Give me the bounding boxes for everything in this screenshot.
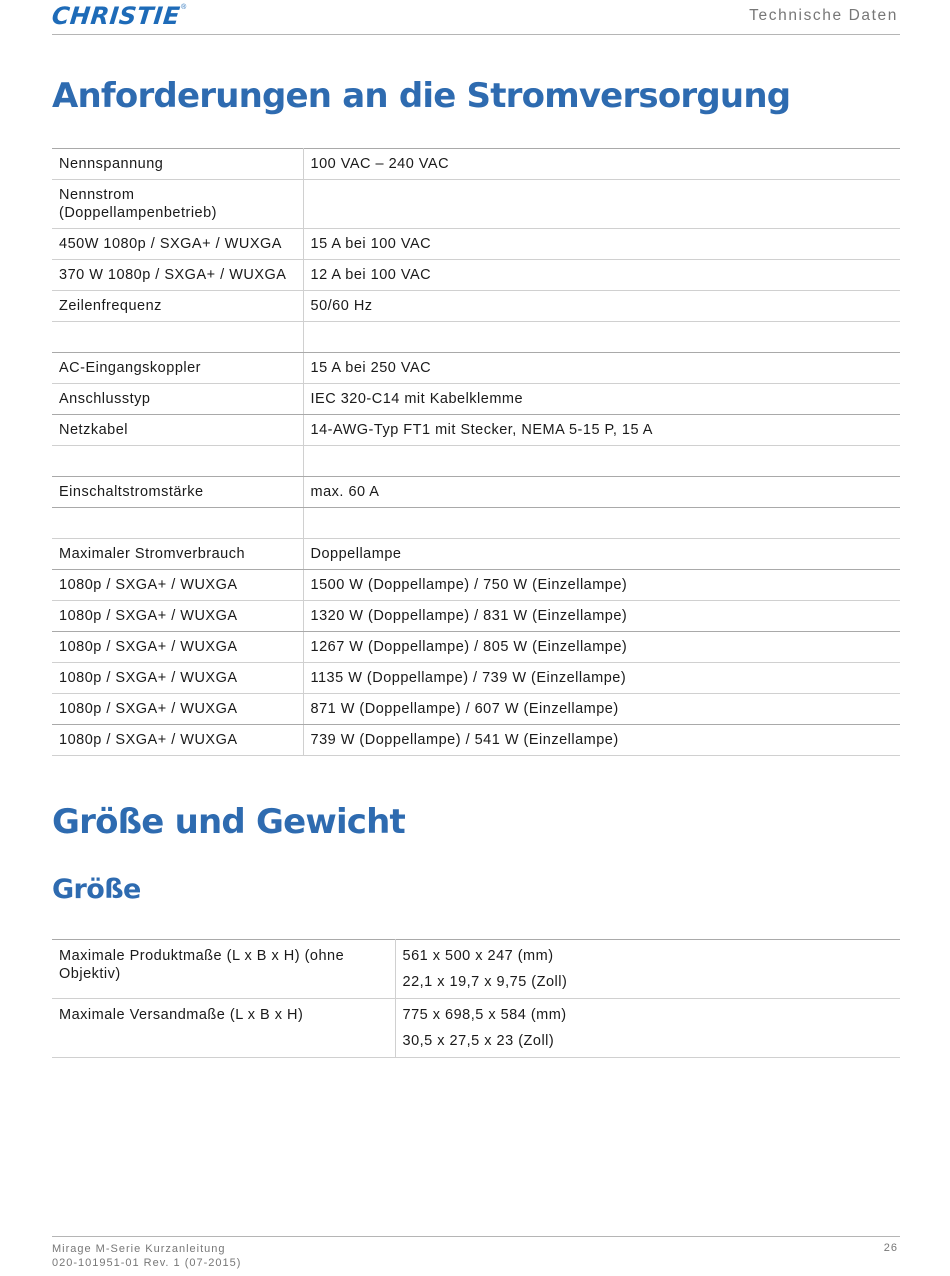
row-label: 1080p / SXGA+ / WUXGA bbox=[52, 663, 303, 694]
row-label: 1080p / SXGA+ / WUXGA bbox=[52, 601, 303, 632]
row-value: max. 60 A bbox=[303, 477, 900, 508]
row-label bbox=[52, 446, 303, 477]
table-row bbox=[52, 601, 900, 632]
row-label: Maximaler Stromverbrauch bbox=[52, 539, 303, 570]
row-label: Einschaltstromstärke bbox=[52, 477, 303, 508]
page-footer bbox=[52, 1236, 900, 1269]
value-inch: 30,5 x 27,5 x 23 (Zoll) bbox=[402, 1033, 555, 1049]
power-requirements-table bbox=[52, 148, 900, 756]
registered-mark: ® bbox=[181, 4, 187, 11]
row-value: 100 VAC – 240 VAC bbox=[303, 149, 900, 180]
table-row bbox=[52, 149, 900, 180]
table-row bbox=[52, 291, 900, 322]
table-row bbox=[52, 539, 900, 570]
table-row bbox=[52, 322, 900, 353]
value-inch: 22,1 x 19,7 x 9,75 (Zoll) bbox=[402, 974, 568, 990]
row-label: Zeilenfrequenz bbox=[52, 291, 303, 322]
table-row bbox=[52, 570, 900, 601]
row-value: 14-AWG-Typ FT1 mit Stecker, NEMA 5-15 P, 15 A bbox=[303, 415, 900, 446]
table-row bbox=[52, 663, 900, 694]
table-row bbox=[52, 725, 900, 756]
row-value: 15 A bei 250 VAC bbox=[303, 353, 900, 384]
page-header bbox=[52, 0, 900, 35]
row-value bbox=[395, 999, 900, 1058]
row-value: 1267 W (Doppellampe) / 805 W (Einzellampe) bbox=[303, 632, 900, 663]
table-row bbox=[52, 260, 900, 291]
row-value: 1320 W (Doppellampe) / 831 W (Einzellampe) bbox=[303, 601, 900, 632]
section-title: Technische Daten bbox=[749, 7, 898, 24]
logo-text: CHRISTIE bbox=[50, 2, 182, 30]
table-row bbox=[52, 999, 900, 1058]
row-value: 739 W (Doppellampe) / 541 W (Einzellampe) bbox=[303, 725, 900, 756]
row-label: 370 W 1080p / SXGA+ / WUXGA bbox=[52, 260, 303, 291]
table-row bbox=[52, 229, 900, 260]
row-label bbox=[52, 508, 303, 539]
row-value: 1135 W (Doppellampe) / 739 W (Einzellampe) bbox=[303, 663, 900, 694]
value-mm: 561 x 500 x 247 (mm) bbox=[402, 948, 554, 964]
table-row bbox=[52, 940, 900, 999]
row-label: Netzkabel bbox=[52, 415, 303, 446]
row-label bbox=[52, 322, 303, 353]
row-value bbox=[395, 940, 900, 999]
value-mm: 775 x 698,5 x 584 (mm) bbox=[402, 1007, 567, 1023]
row-value: 871 W (Doppellampe) / 607 W (Einzellampe) bbox=[303, 694, 900, 725]
size-weight-heading: Größe und Gewicht bbox=[52, 802, 406, 842]
footer-doc-title: Mirage M-Serie Kurzanleitung bbox=[52, 1243, 226, 1255]
table-row bbox=[52, 353, 900, 384]
row-value bbox=[303, 446, 900, 477]
table-row bbox=[52, 632, 900, 663]
size-subheading: Größe bbox=[52, 874, 141, 905]
christie-logo bbox=[52, 2, 186, 30]
row-label: Nennspannung bbox=[52, 149, 303, 180]
row-label: 1080p / SXGA+ / WUXGA bbox=[52, 725, 303, 756]
row-value: Doppellampe bbox=[303, 539, 900, 570]
table-row bbox=[52, 384, 900, 415]
row-value: IEC 320-C14 mit Kabelklemme bbox=[303, 384, 900, 415]
footer-doc-info bbox=[52, 1242, 241, 1270]
row-value bbox=[303, 508, 900, 539]
table-row bbox=[52, 508, 900, 539]
row-label: Anschlusstyp bbox=[52, 384, 303, 415]
row-label: Maximale Versandmaße (L x B x H) bbox=[52, 999, 395, 1058]
row-label: Nennstrom (Doppellampenbetrieb) bbox=[52, 180, 303, 229]
table-row bbox=[52, 694, 900, 725]
row-value: 50/60 Hz bbox=[303, 291, 900, 322]
table-row bbox=[52, 477, 900, 508]
table-row bbox=[52, 446, 900, 477]
table-row bbox=[52, 415, 900, 446]
power-heading: Anforderungen an die Stromversorgung bbox=[52, 76, 791, 116]
row-value: 12 A bei 100 VAC bbox=[303, 260, 900, 291]
page-number: 26 bbox=[883, 1242, 898, 1254]
row-label: Maximale Produktmaße (L x B x H) (ohne Objektiv) bbox=[52, 940, 395, 999]
row-label: 1080p / SXGA+ / WUXGA bbox=[52, 694, 303, 725]
row-label: 450W 1080p / SXGA+ / WUXGA bbox=[52, 229, 303, 260]
row-value bbox=[303, 180, 900, 229]
table-row bbox=[52, 180, 900, 229]
footer-doc-number: 020-101951-01 Rev. 1 (07-2015) bbox=[52, 1257, 242, 1269]
row-value: 1500 W (Doppellampe) / 750 W (Einzellampe) bbox=[303, 570, 900, 601]
row-value bbox=[303, 322, 900, 353]
row-label: 1080p / SXGA+ / WUXGA bbox=[52, 632, 303, 663]
dimensions-table bbox=[52, 939, 900, 1058]
row-label: 1080p / SXGA+ / WUXGA bbox=[52, 570, 303, 601]
row-value: 15 A bei 100 VAC bbox=[303, 229, 900, 260]
row-label: AC-Eingangskoppler bbox=[52, 353, 303, 384]
